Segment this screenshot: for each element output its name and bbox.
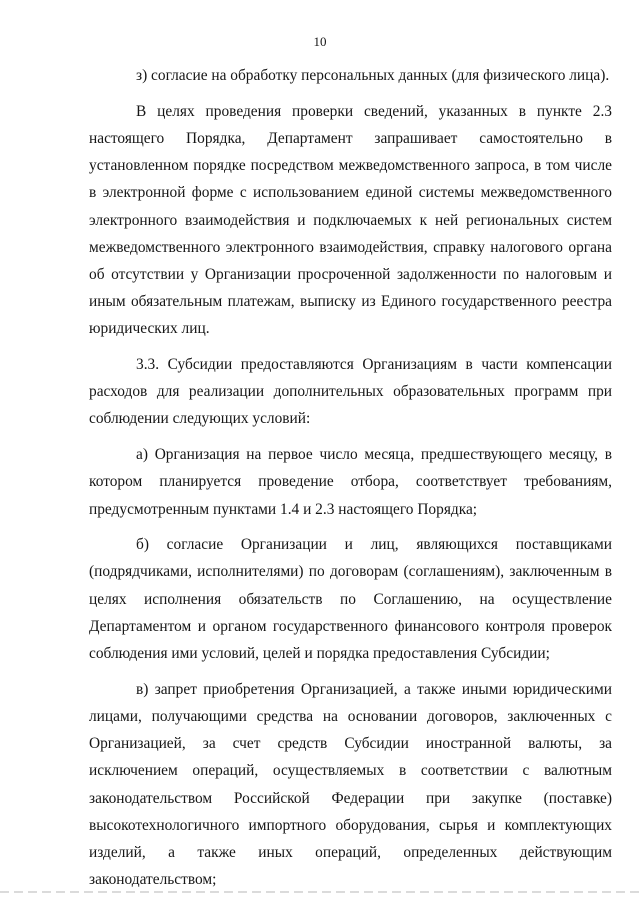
page-number: 10: [313, 34, 327, 49]
paragraph-condition-b: б) согласие Организации и лиц, являющихся поставщиками (подрядчиками, исполнителями) по договорам (соглашениям), заключенным в целях исполнения обязательств по Соглашению, на осуществление Департаментом и органом государственного финансового контроля проверок соблюдения ими условий, целей и порядка предоставления Субсидии;: [89, 536, 612, 663]
scan-bottom-edge: [0, 891, 640, 893]
paragraph-condition-a: а) Организация на первое число месяца, предшествующего месяцу, в котором планируется проведение отбора, соответствует требованиям, предусмотренным пунктами 1.4 и 2.3 настоящего Порядка;: [89, 446, 612, 518]
paragraph-consent-personal-data: з) согласие на обработку персональных данных (для физического лица).: [136, 67, 610, 84]
paragraph-verification-request: В целях проведения проверки сведений, указанных в пункте 2.3 настоящего Порядка, Департамент запрашивает самостоятельно в установленном порядке посредством межведомственного запроса, в том числе в электронной форме с использованием единой системы межведомственного электронного взаимодействия и подключаемых к ней региональных систем межведомственного электронного взаимодействия, справку налогового органа об отсутствии у Организации просроченной задолженности по налоговым и иным обязательным платежам, выписку из Единого государственного реестра юридических лиц.: [89, 102, 612, 338]
paragraph-condition-v: в) запрет приобретения Организацией, а также иными юридическими лицами, получающими средства на основании договоров, заключенных с Организацией, за счет средств Субсидии иностранной валюты, за исключением операций, осуществляемых в соответствии с валютным законодательством Российской Федерации при закупке (поставке) высокотехнологичного импортного оборудования, сырья и комплектующих изделий, а также иных операций, определенных действующим законодательством;: [89, 680, 612, 889]
paragraph-3-3-conditions: 3.3. Субсидии предоставляются Организациям в части компенсации расходов для реализации дополнительных образовательных программ при соблюдении следующих условий:: [89, 356, 612, 428]
document-body: [89, 56, 612, 902]
